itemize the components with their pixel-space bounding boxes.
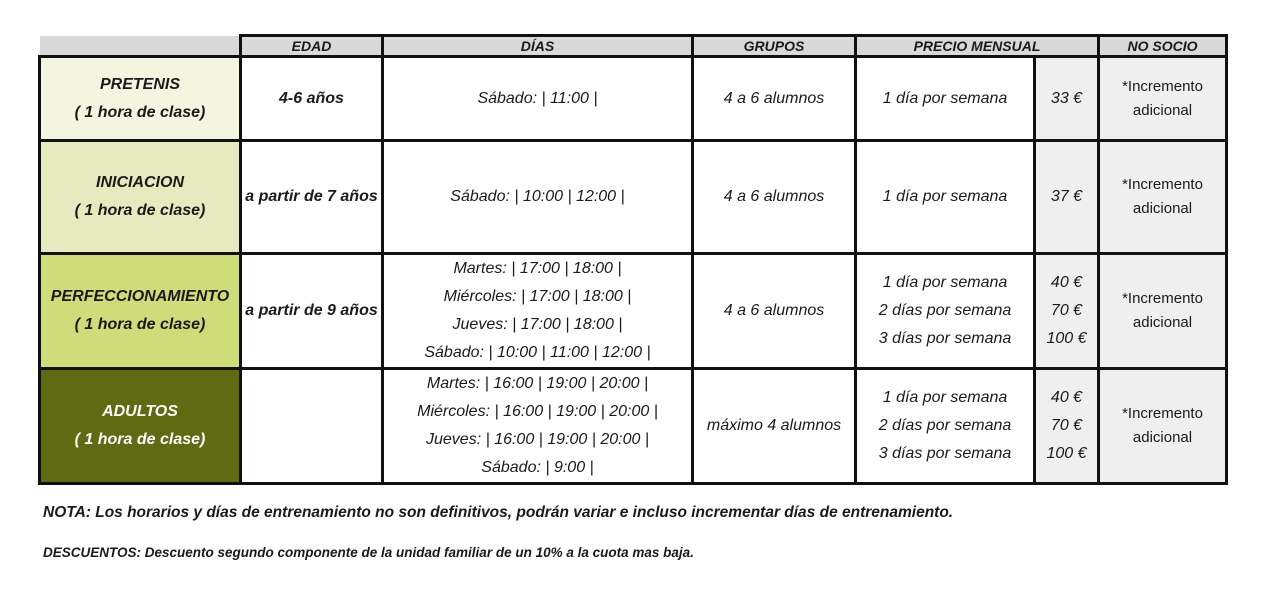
- nosocio-cell: [1099, 254, 1227, 369]
- price-line: 33 €: [1050, 89, 1083, 107]
- category-cell: [40, 57, 241, 141]
- group-cell: 4 a 6 alumnos: [693, 57, 856, 141]
- nota-text: NOTA: Los horarios y días de entrenamiento no son definitivos, podrán variar e incluso incrementar días de entrenamiento.: [43, 504, 954, 521]
- frequency-line: 3 días por semana: [878, 445, 1012, 462]
- frequency-line: 1 día por semana: [882, 274, 1008, 291]
- schedule-line: Sábado: | 9:00 |: [481, 459, 594, 476]
- category-duration: ( 1 hora de clase): [74, 103, 206, 121]
- table-row: [40, 254, 1227, 369]
- group-cell: máximo 4 alumnos: [693, 369, 856, 484]
- group-cell: 4 a 6 alumnos: [693, 254, 856, 369]
- price-cell: [1035, 254, 1099, 369]
- frequency-line: 1 día por semana: [882, 188, 1008, 205]
- nosocio-line: adicional: [1132, 429, 1193, 446]
- category-duration: ( 1 hora de clase): [74, 202, 206, 219]
- frequency-line: 3 días por semana: [878, 330, 1012, 347]
- frequency-cell: [856, 141, 1035, 254]
- header-blank: [40, 36, 241, 57]
- header-precio: PRECIO MENSUAL: [856, 36, 1099, 57]
- header-row: [40, 36, 1227, 57]
- nosocio-line: adicional: [1132, 314, 1193, 331]
- price-line: 40 €: [1050, 389, 1083, 406]
- header-grupos: GRUPOS: [693, 36, 856, 57]
- price-line: 40 €: [1050, 274, 1083, 291]
- price-cell: [1035, 141, 1099, 254]
- category-name: PRETENIS: [99, 75, 180, 93]
- price-cell: [1035, 369, 1099, 484]
- schedule-cell: [383, 57, 693, 141]
- nosocio-line: adicional: [1132, 200, 1193, 217]
- category-cell: [40, 369, 241, 484]
- category-duration: ( 1 hora de clase): [74, 316, 206, 333]
- category-cell: [40, 141, 241, 254]
- schedule-line: Miércoles: | 16:00 | 19:00 | 20:00 |: [417, 403, 658, 420]
- frequency-line: 1 día por semana: [882, 89, 1008, 107]
- schedule-line: Sábado: | 10:00 | 11:00 | 12:00 |: [424, 344, 651, 361]
- nosocio-line: adicional: [1132, 101, 1193, 119]
- frequency-line: 2 días por semana: [878, 417, 1012, 434]
- schedule-line: Jueves: | 16:00 | 19:00 | 20:00 |: [426, 431, 649, 448]
- schedule-line: Sábado: | 10:00 | 12:00 |: [450, 188, 625, 205]
- category-name: INICIACION: [96, 174, 184, 191]
- schedule-table: [38, 34, 1228, 485]
- schedule-line: Martes: | 16:00 | 19:00 | 20:00 |: [426, 375, 649, 392]
- table-row: [40, 57, 1227, 141]
- category-cell: [40, 254, 241, 369]
- schedule-cell: [383, 141, 693, 254]
- schedule-line: Martes: | 17:00 | 18:00 |: [453, 260, 622, 277]
- price-line: 70 €: [1050, 302, 1083, 319]
- price-line: 70 €: [1050, 417, 1083, 434]
- table-row: [40, 369, 1227, 484]
- age-cell: a partir de 7 años: [241, 141, 383, 254]
- nosocio-line: *Incremento: [1122, 290, 1203, 307]
- schedule-line: Sábado: | 11:00 |: [477, 89, 598, 107]
- age-cell: 4-6 años: [241, 57, 383, 141]
- frequency-line: 1 día por semana: [882, 389, 1008, 406]
- header-edad: EDAD: [241, 36, 383, 57]
- frequency-cell: [856, 254, 1035, 369]
- category-duration: ( 1 hora de clase): [74, 431, 206, 448]
- frequency-cell: [856, 369, 1035, 484]
- header-dias: DÍAS: [383, 36, 693, 57]
- schedule-cell: [383, 254, 693, 369]
- frequency-line: 2 días por semana: [878, 302, 1012, 319]
- age-cell: [241, 369, 383, 484]
- nosocio-line: *Incremento: [1122, 77, 1203, 95]
- nosocio-cell: [1099, 141, 1227, 254]
- age-cell: a partir de 9 años: [241, 254, 383, 369]
- nosocio-line: *Incremento: [1122, 176, 1203, 193]
- header-nosocio: NO SOCIO: [1099, 36, 1227, 57]
- schedule-cell: [383, 369, 693, 484]
- schedule-line: Miércoles: | 17:00 | 18:00 |: [443, 288, 632, 305]
- price-line: 100 €: [1046, 445, 1087, 462]
- nosocio-line: *Incremento: [1122, 405, 1203, 422]
- schedule-line: Jueves: | 17:00 | 18:00 |: [452, 316, 623, 333]
- table-body: [40, 57, 1227, 484]
- category-name: ADULTOS: [102, 403, 178, 420]
- nosocio-cell: [1099, 369, 1227, 484]
- group-cell: 4 a 6 alumnos: [693, 141, 856, 254]
- price-cell: [1035, 57, 1099, 141]
- table-row: [40, 141, 1227, 254]
- price-line: 100 €: [1046, 330, 1087, 347]
- nosocio-cell: [1099, 57, 1227, 141]
- category-name: PERFECCIONAMIENTO: [50, 288, 230, 305]
- price-line: 37 €: [1050, 188, 1083, 205]
- frequency-cell: [856, 57, 1035, 141]
- descuentos-text: DESCUENTOS: Descuento segundo componente de la unidad familiar de un 10% a la cuota mas baja.: [43, 545, 694, 560]
